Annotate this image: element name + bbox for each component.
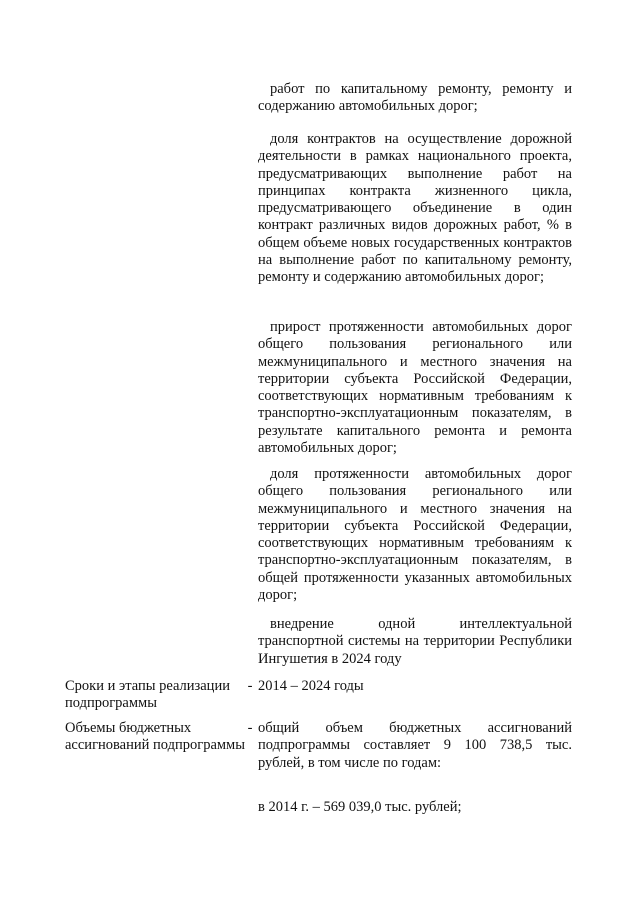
value-budget-total: общий объем бюджетных ассигнований подпрограммы составляет 9 100 738,5 тыс. рублей, в том числе по годам:	[258, 720, 572, 771]
value-timeline: 2014 – 2024 годы	[258, 678, 364, 694]
dash-timeline: -	[247, 678, 253, 694]
paragraph-road-length-share: доля протяженности автомобильных дорог общего пользования регионального или межмуниципального и местного значения на территории субъекта Российской Федерации, соответствующих нормативным требованиям к транспортно-эксплуатационным показателям, в общей протяженности указанных автомобильных дорог;	[258, 466, 572, 604]
paragraph-intelligent-transport-system: внедрение одной интеллектуальной транспортной системы на территории Республики Ингушетия в 2024 году	[258, 616, 572, 667]
dash-budget: -	[247, 720, 253, 736]
paragraph-capital-repair-works: работ по капитальному ремонту, ремонту и содержанию автомобильных дорог;	[258, 81, 572, 115]
paragraph-road-length-increase: прирост протяженности автомобильных дорог общего пользования регионального или межмуниципального и местного значения на территории субъекта Российской Федерации, соответствующих нормативным требованиям к транспортно-эксплуатационным показателям, в результате капитального ремонта и ремонта автомобильных дорог;	[258, 319, 572, 457]
label-budget: Объемы бюджетных ассигнований подпрограммы	[65, 720, 245, 754]
value-budget-2014: в 2014 г. – 569 039,0 тыс. рублей;	[258, 799, 462, 815]
paragraph-lifecycle-contracts-share: доля контрактов на осуществление дорожной деятельности в рамках национального проекта, предусматривающих выполнение работ на принципах контракта жизненного цикла, предусматривающего объединение в один контракт различных видов дорожных работ, % в общем объеме новых государственных контрактов на выполнение работ по капитальному ремонту, ремонту и содержанию автомобильных дорог;	[258, 131, 572, 286]
label-timeline: Сроки и этапы реализации подпрограммы	[65, 678, 230, 712]
